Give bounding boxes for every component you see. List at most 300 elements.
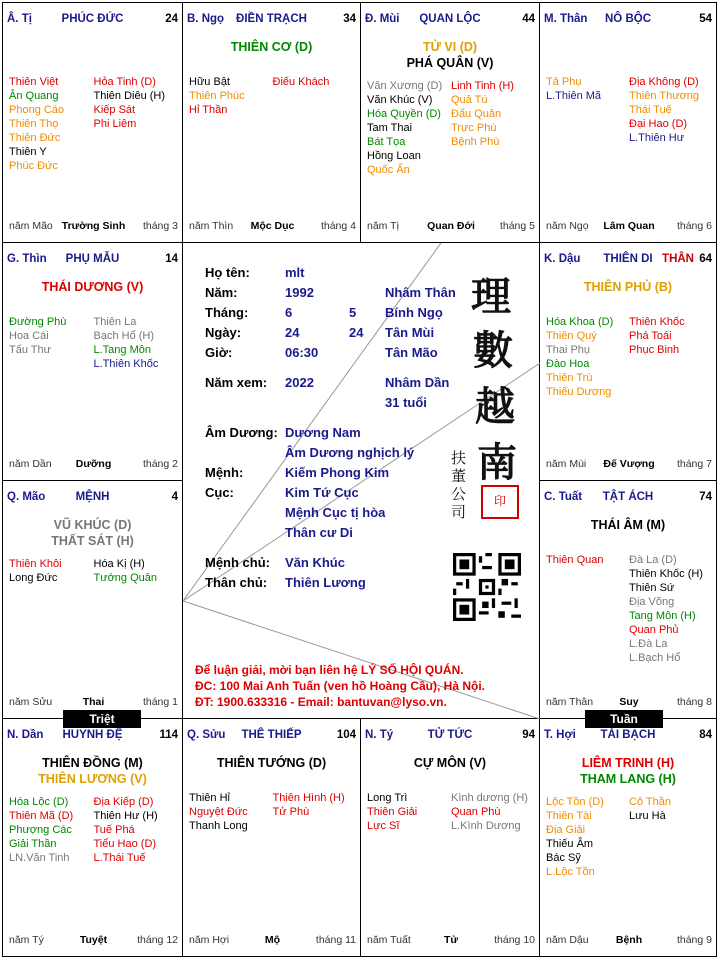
value-day-lunar: Tân Mùi bbox=[385, 325, 435, 340]
main-stars bbox=[361, 755, 539, 771]
minor-star[interactable]: Thiên Hư (H) bbox=[93, 810, 158, 822]
palace-branch: K. Dậu bbox=[544, 253, 581, 265]
minor-star[interactable]: Thiên Tài bbox=[546, 810, 592, 822]
palace-name: THIÊN DI bbox=[603, 253, 653, 265]
main-stars bbox=[540, 517, 716, 533]
label-hour: Giờ: bbox=[205, 345, 233, 360]
footer-year: năm Tuất bbox=[367, 934, 411, 946]
minor-star[interactable]: L.Bạch Hổ bbox=[629, 652, 681, 664]
minor-star[interactable]: Quan Phủ bbox=[629, 624, 679, 636]
minor-star[interactable]: Thiên Thương bbox=[629, 90, 700, 102]
minor-stars-right bbox=[94, 315, 159, 371]
palace-mao[interactable] bbox=[3, 481, 183, 719]
minor-star[interactable]: L.Kình Dương bbox=[451, 820, 521, 832]
minor-star[interactable]: Lưu Hà bbox=[629, 810, 666, 822]
palace-branch: Q. Mão bbox=[7, 491, 46, 503]
minor-star[interactable]: Trực Phù bbox=[451, 122, 497, 134]
value-year-solar: 1992 bbox=[285, 285, 314, 300]
minor-star[interactable]: Hỉ Thần bbox=[189, 104, 228, 116]
palace-thin[interactable] bbox=[3, 243, 183, 481]
palace-header bbox=[7, 491, 178, 507]
minor-star[interactable]: Bát Tọa bbox=[367, 136, 406, 148]
minor-star[interactable]: Hóa Quyền (D) bbox=[367, 108, 441, 120]
palace-footer bbox=[546, 220, 712, 234]
footer-year: năm Thìn bbox=[189, 220, 234, 232]
footer-year: năm Ngọ bbox=[546, 220, 589, 232]
footer-year: năm Tý bbox=[9, 934, 44, 946]
minor-star[interactable]: Địa Võng bbox=[629, 596, 675, 608]
tuvi-chart bbox=[2, 2, 717, 957]
minor-star[interactable]: L.Đà La bbox=[629, 638, 668, 650]
minor-stars-left bbox=[546, 553, 603, 567]
calligraphy-char-1: 理 bbox=[471, 273, 511, 320]
palace-age: 54 bbox=[699, 13, 712, 25]
palace-name: PHỤ MẪU bbox=[65, 253, 120, 265]
footer-month: tháng 9 bbox=[676, 934, 712, 946]
palace-name: MỆNH bbox=[75, 491, 110, 503]
calligraphy-char-2: 數 bbox=[473, 327, 513, 374]
minor-star[interactable]: Lộc Tồn (D) bbox=[546, 796, 604, 808]
minor-star[interactable]: Thiếu Âm bbox=[546, 838, 594, 850]
minor-stars-right bbox=[273, 75, 330, 89]
palace-header bbox=[365, 13, 535, 29]
minor-stars-left bbox=[9, 315, 66, 357]
main-star[interactable]: THIÊN TƯỚNG (D) bbox=[216, 756, 327, 770]
palace-branch: M. Thân bbox=[544, 13, 588, 25]
minor-star[interactable]: Điếu Khách bbox=[272, 76, 330, 88]
palace-age: 84 bbox=[699, 729, 712, 741]
palace-branch: G. Thìn bbox=[7, 253, 47, 265]
footer-year: năm Sửu bbox=[9, 696, 53, 708]
footer-stage: Mộc Dục bbox=[250, 220, 295, 232]
minor-star[interactable]: Tướng Quân bbox=[93, 572, 157, 584]
main-stars bbox=[183, 755, 360, 771]
footer-stage: Tuyệt bbox=[79, 934, 108, 946]
palace-age: 64 bbox=[699, 253, 712, 265]
palace-footer bbox=[189, 220, 356, 234]
footer-month: tháng 6 bbox=[676, 220, 712, 232]
minor-stars-left bbox=[9, 75, 64, 173]
minor-star[interactable]: Văn Xương (D) bbox=[367, 80, 443, 92]
minor-star[interactable]: Địa Kiếp (D) bbox=[93, 796, 154, 808]
palace-name: ĐIỀN TRẠCH bbox=[236, 13, 307, 25]
minor-star[interactable]: L.Thiên Hư bbox=[629, 132, 685, 144]
label-menh: Mệnh: bbox=[205, 465, 244, 480]
palace-hoi[interactable] bbox=[540, 719, 716, 956]
footer-year: năm Hợi bbox=[189, 934, 230, 946]
palace-header bbox=[365, 729, 535, 745]
minor-star[interactable]: Thiếu Dương bbox=[546, 386, 612, 398]
calligraphy-char-3: 越 bbox=[475, 383, 515, 430]
minor-star[interactable]: Tam Thai bbox=[367, 122, 413, 134]
palace-name: QUAN LỘC bbox=[419, 13, 481, 25]
minor-star[interactable]: Kình dương (H) bbox=[451, 792, 528, 804]
minor-star[interactable]: Thiên Trù bbox=[546, 372, 593, 384]
palace-name: TẬT ÁCH bbox=[602, 491, 654, 503]
footer-stage: Lâm Quan bbox=[603, 220, 655, 232]
value-cuc-1: Kim Tứ Cục bbox=[285, 485, 359, 500]
minor-star[interactable]: Hóa Lộc (D) bbox=[9, 796, 69, 808]
footer-stage: Tử bbox=[443, 934, 459, 946]
value-view-year: 2022 bbox=[285, 375, 314, 390]
minor-stars-right bbox=[629, 75, 699, 145]
palace-header bbox=[544, 253, 712, 269]
footer-year: năm Mão bbox=[9, 220, 53, 232]
center-info-panel bbox=[183, 243, 540, 719]
minor-star[interactable]: Bạch Hổ (H) bbox=[93, 330, 155, 342]
main-star[interactable]: THIÊN PHỦ (B) bbox=[583, 280, 673, 294]
palace-age: 14 bbox=[165, 253, 178, 265]
main-star[interactable]: THAM LANG (H) bbox=[580, 772, 676, 786]
minor-star[interactable]: Thiên Khôi bbox=[9, 558, 62, 570]
footer-stage: Bệnh bbox=[615, 934, 643, 946]
minor-star[interactable]: Bệnh Phù bbox=[451, 136, 500, 148]
value-month-lunar-num: 5 bbox=[349, 305, 357, 320]
palace-name: TỬ TỨC bbox=[427, 729, 473, 741]
palace-name: PHÚC ĐỨC bbox=[61, 13, 124, 25]
minor-star[interactable]: Nguyệt Đức bbox=[189, 806, 248, 818]
footer-year: năm Mùi bbox=[546, 458, 587, 470]
footer-month: tháng 1 bbox=[142, 696, 178, 708]
minor-stars-right bbox=[273, 791, 345, 819]
main-star[interactable]: LIÊM TRINH (H) bbox=[581, 756, 675, 770]
footer-stage: Đế Vượng bbox=[603, 458, 655, 470]
palace-footer bbox=[367, 934, 535, 948]
main-star[interactable]: PHÁ QUÂN (V) bbox=[406, 56, 494, 70]
main-star[interactable]: THẤT SÁT (H) bbox=[51, 534, 134, 548]
main-star[interactable]: THÁI ÂM (M) bbox=[590, 518, 666, 532]
minor-star[interactable]: Địa Giải bbox=[546, 824, 586, 836]
minor-stars-right bbox=[94, 75, 166, 131]
minor-star[interactable]: Thiên Diêu (H) bbox=[93, 90, 166, 102]
palace-age: 44 bbox=[522, 13, 535, 25]
palace-ty[interactable] bbox=[361, 719, 540, 956]
palace-header bbox=[187, 13, 356, 29]
footer-stage: Suy bbox=[619, 696, 639, 708]
palace-header bbox=[7, 253, 178, 269]
minor-star[interactable]: Hoa Cái bbox=[9, 330, 49, 342]
main-star[interactable]: THIÊN CƠ (D) bbox=[230, 40, 313, 54]
main-star[interactable]: THIÊN LƯƠNG (V) bbox=[38, 772, 147, 786]
palace-mui[interactable] bbox=[361, 3, 540, 243]
contact-line-1: Để luận giải, mời bạn liên hệ LÝ SỐ HỘI QUÁN. bbox=[195, 663, 464, 677]
footer-month: tháng 2 bbox=[142, 458, 178, 470]
label-day: Ngày: bbox=[205, 325, 242, 340]
palace-footer bbox=[546, 696, 712, 710]
minor-star[interactable]: Ân Quang bbox=[9, 90, 59, 102]
minor-star[interactable]: Thiên Hình (H) bbox=[272, 792, 345, 804]
minor-star[interactable]: Văn Khúc (V) bbox=[367, 94, 433, 106]
value-view-lunar: Nhâm Dần bbox=[385, 375, 450, 390]
footer-stage: Dưỡng bbox=[75, 458, 112, 470]
minor-stars-left bbox=[546, 75, 601, 103]
minor-star[interactable]: Thiên Thọ bbox=[9, 118, 59, 130]
value-menh-chu: Văn Khúc bbox=[285, 555, 345, 570]
minor-stars-right bbox=[94, 795, 158, 865]
minor-star[interactable]: Phúc Đức bbox=[9, 160, 58, 172]
minor-star[interactable]: Hồng Loan bbox=[367, 150, 421, 162]
palace-branch: T. Hợi bbox=[544, 729, 576, 741]
main-stars bbox=[183, 39, 360, 55]
palace-branch: N. Dần bbox=[7, 729, 44, 741]
value-cuc-2: Mệnh Cục tị hòa bbox=[285, 505, 386, 520]
palace-footer bbox=[189, 934, 356, 948]
value-month-lunar: Bính Ngọ bbox=[385, 305, 443, 320]
label-amduong: Âm Dương: bbox=[205, 425, 278, 440]
minor-stars-left bbox=[367, 791, 417, 833]
minor-star[interactable]: Thiên Đức bbox=[9, 132, 61, 144]
minor-star[interactable]: Cô Thần bbox=[629, 796, 671, 808]
minor-star[interactable]: Thiên Mã (D) bbox=[9, 810, 74, 822]
main-stars bbox=[3, 755, 182, 787]
value-amduong-1: Dương Nam bbox=[285, 425, 361, 440]
minor-star[interactable]: Quan Phù bbox=[451, 806, 501, 818]
qr-code[interactable] bbox=[453, 553, 521, 621]
minor-star[interactable]: Đào Hoa bbox=[546, 358, 590, 370]
label-name: Họ tên: bbox=[205, 265, 250, 280]
label-view-year: Năm xem: bbox=[205, 375, 268, 390]
minor-star[interactable]: Thiên Quý bbox=[546, 330, 597, 342]
value-month-solar: 6 bbox=[285, 305, 293, 320]
minor-star[interactable]: Tấu Thư bbox=[9, 344, 52, 356]
minor-star[interactable]: Giải Thần bbox=[9, 838, 57, 850]
minor-stars-right bbox=[629, 315, 685, 357]
palace-name: THÊ THIẾP bbox=[241, 729, 302, 741]
main-star[interactable]: CỰ MÔN (V) bbox=[413, 756, 487, 770]
footer-year: năm Dần bbox=[9, 458, 52, 470]
minor-star[interactable]: L.Thiên Mã bbox=[546, 90, 602, 102]
value-amduong-2: Âm Dương nghịch lý bbox=[285, 445, 415, 460]
minor-star[interactable]: Phục Binh bbox=[629, 344, 680, 356]
palace-branch: Đ. Mùi bbox=[365, 13, 400, 25]
minor-stars-right bbox=[451, 79, 514, 149]
palace-suu[interactable] bbox=[183, 719, 361, 956]
footer-year: năm Dậu bbox=[546, 934, 589, 946]
palace-footer bbox=[9, 696, 178, 710]
minor-star[interactable]: Thái Tuế bbox=[629, 104, 672, 116]
label-menh-chu: Mệnh chủ: bbox=[205, 555, 270, 570]
palace-footer bbox=[546, 934, 712, 948]
minor-star[interactable]: Long Trì bbox=[367, 792, 408, 804]
minor-star[interactable]: Tử Phù bbox=[272, 806, 310, 818]
palace-branch: Q. Sửu bbox=[187, 729, 226, 741]
minor-stars-left bbox=[189, 75, 245, 117]
minor-star[interactable]: Lực Sĩ bbox=[367, 820, 400, 832]
small-calligraphy-2: 董 bbox=[451, 467, 467, 485]
main-star[interactable]: THÁI DƯƠNG (V) bbox=[41, 280, 144, 294]
palace-than[interactable] bbox=[540, 3, 716, 243]
palace-header bbox=[187, 729, 356, 745]
minor-star[interactable]: Đại Hao (D) bbox=[629, 118, 688, 130]
main-stars bbox=[361, 39, 539, 71]
minor-star[interactable]: Thiên Việt bbox=[9, 76, 59, 88]
minor-stars-right bbox=[94, 557, 158, 585]
value-day-solar: 24 bbox=[285, 325, 300, 340]
small-calligraphy-1: 扶 bbox=[451, 449, 467, 467]
label-cuc: Cục: bbox=[205, 485, 234, 500]
minor-stars-right bbox=[451, 791, 528, 833]
minor-star[interactable]: Hóa Kị (H) bbox=[93, 558, 145, 570]
palace-footer bbox=[9, 934, 178, 948]
calligraphy-char-4: 南 bbox=[477, 439, 517, 486]
minor-stars-left bbox=[9, 795, 73, 865]
footer-year: năm Tị bbox=[367, 220, 399, 232]
value-day-lunar-num: 24 bbox=[349, 325, 364, 340]
palace-header bbox=[544, 491, 712, 507]
minor-stars-right bbox=[629, 553, 703, 665]
palace-header bbox=[544, 729, 712, 745]
palace-age: 34 bbox=[343, 13, 356, 25]
value-name: mlt bbox=[285, 265, 305, 280]
minor-star[interactable]: Thiên Phúc bbox=[189, 90, 245, 102]
minor-star[interactable]: Bác Sỹ bbox=[546, 852, 581, 864]
seal-text: 印 bbox=[493, 494, 506, 508]
minor-star[interactable]: Phi Liêm bbox=[93, 118, 137, 130]
footer-year: năm Thân bbox=[546, 696, 594, 708]
tuan-badge: Tuần bbox=[585, 710, 663, 728]
value-age: 31 tuổi bbox=[385, 395, 427, 410]
minor-stars-left bbox=[367, 79, 442, 177]
footer-month: tháng 10 bbox=[494, 934, 535, 946]
palace-age: 4 bbox=[171, 491, 178, 503]
main-stars bbox=[3, 279, 182, 295]
minor-star[interactable]: Địa Không (D) bbox=[629, 76, 699, 88]
minor-star[interactable]: Thanh Long bbox=[189, 820, 248, 832]
minor-star[interactable]: Thiên Khốc (H) bbox=[629, 568, 703, 580]
contact-line-2: ĐC: 100 Mai Anh Tuấn (ven hồ Hoàng Cầu), Hà Nội. bbox=[195, 679, 486, 693]
footer-month: tháng 5 bbox=[499, 220, 535, 232]
main-star[interactable]: VŨ KHÚC (D) bbox=[53, 518, 132, 532]
main-stars bbox=[3, 517, 182, 549]
footer-stage: Thai bbox=[82, 696, 105, 708]
footer-month: tháng 7 bbox=[676, 458, 712, 470]
minor-star[interactable]: Thai Phụ bbox=[546, 344, 591, 356]
footer-stage: Trường Sinh bbox=[61, 220, 126, 232]
minor-star[interactable]: Thiên La bbox=[93, 316, 137, 328]
minor-star[interactable]: Đẩu Quân bbox=[451, 108, 502, 120]
palace-age: 94 bbox=[522, 729, 535, 741]
main-star[interactable]: TỬ VI (D) bbox=[422, 40, 478, 54]
minor-stars-right bbox=[629, 795, 671, 823]
minor-star[interactable]: Linh Tinh (H) bbox=[451, 80, 514, 92]
palace-header bbox=[7, 13, 178, 29]
palace-header bbox=[544, 13, 712, 29]
minor-star[interactable]: Phượng Các bbox=[9, 824, 72, 836]
footer-stage: Quan Đới bbox=[427, 220, 475, 232]
footer-month: tháng 12 bbox=[137, 934, 178, 946]
minor-stars-left bbox=[9, 557, 62, 585]
minor-star[interactable]: Thiên Hỉ bbox=[189, 792, 230, 804]
main-stars bbox=[540, 755, 716, 787]
value-cuc-3: Thân cư Di bbox=[285, 525, 353, 540]
minor-stars-left bbox=[546, 315, 613, 399]
palace-dau[interactable] bbox=[540, 243, 716, 481]
minor-star[interactable]: L.Tang Môn bbox=[93, 344, 151, 356]
minor-star[interactable]: L.Thiên Khốc bbox=[93, 358, 159, 370]
minor-star[interactable]: Thiên Sứ bbox=[629, 582, 675, 594]
minor-star[interactable]: L.Lộc Tồn bbox=[546, 866, 595, 878]
palace-age: 74 bbox=[699, 491, 712, 503]
minor-star[interactable]: Long Đức bbox=[9, 572, 58, 584]
palace-dan[interactable] bbox=[3, 719, 183, 956]
value-menh: Kiếm Phong Kim bbox=[285, 465, 390, 480]
minor-star[interactable]: Đường Phù bbox=[9, 316, 67, 328]
palace-branch: B. Ngọ bbox=[187, 13, 225, 25]
palace-branch: C. Tuất bbox=[544, 491, 583, 503]
minor-star[interactable]: Hữu Bật bbox=[189, 76, 230, 88]
palace-footer bbox=[546, 458, 712, 472]
footer-month: tháng 4 bbox=[320, 220, 356, 232]
label-than-chu: Thân chủ: bbox=[205, 575, 268, 590]
minor-star[interactable]: Hỏa Tinh (D) bbox=[93, 76, 156, 88]
footer-stage: Mộ bbox=[264, 934, 281, 946]
minor-star[interactable]: Thiên Quan bbox=[546, 554, 604, 566]
footer-month: tháng 11 bbox=[315, 934, 356, 946]
palace-age: 114 bbox=[159, 729, 178, 741]
minor-star[interactable]: Thiên Giải bbox=[367, 806, 418, 818]
palace-name: TÀI BẠCH bbox=[600, 729, 656, 741]
palace-name: HUYNH ĐỆ bbox=[62, 729, 123, 741]
minor-star[interactable]: Thiên Khốc bbox=[629, 316, 685, 328]
palace-footer bbox=[9, 220, 178, 234]
minor-star[interactable]: Kiếp Sát bbox=[93, 104, 136, 116]
palace-footer bbox=[367, 220, 535, 234]
minor-star[interactable]: L.Thái Tuế bbox=[93, 852, 146, 864]
contact-line-3[interactable]: ĐT: 1900.633316 - Email: bantuvan@lyso.vn. bbox=[195, 695, 447, 709]
minor-star[interactable]: Quả Tú bbox=[451, 94, 488, 106]
minor-star[interactable]: Đà La (D) bbox=[629, 554, 677, 566]
minor-star[interactable]: Thiên Y bbox=[9, 146, 47, 158]
palace-age: 24 bbox=[165, 13, 178, 25]
small-calligraphy-4: 司 bbox=[451, 503, 467, 521]
palace-footer bbox=[9, 458, 178, 472]
red-seal-stamp bbox=[481, 485, 519, 519]
palace-name: NÔ BỘC bbox=[605, 13, 651, 25]
small-calligraphy-3: 公 bbox=[451, 485, 467, 503]
minor-star[interactable]: Hóa Khoa (D) bbox=[546, 316, 614, 328]
palace-ti[interactable] bbox=[3, 3, 183, 243]
minor-star[interactable]: Tuế Phá bbox=[93, 824, 135, 836]
minor-stars-left bbox=[189, 791, 248, 833]
minor-stars-left bbox=[546, 795, 604, 879]
palace-branch: Â. Tị bbox=[7, 13, 32, 25]
value-hour-lunar: Tân Mão bbox=[385, 345, 438, 360]
minor-star[interactable]: Tả Phụ bbox=[546, 76, 582, 88]
main-stars bbox=[540, 279, 716, 295]
minor-star[interactable]: Tiểu Hao (D) bbox=[93, 838, 157, 850]
value-year-lunar: Nhâm Thân bbox=[385, 285, 456, 300]
than-mark: THÂN bbox=[662, 253, 694, 265]
palace-tuat[interactable] bbox=[540, 481, 716, 719]
footer-month: tháng 3 bbox=[142, 220, 178, 232]
minor-star[interactable]: Tang Môn (H) bbox=[629, 610, 696, 622]
palace-age: 104 bbox=[336, 729, 356, 741]
minor-star[interactable]: Phá Toái bbox=[629, 330, 672, 342]
label-year: Năm: bbox=[205, 285, 238, 300]
minor-star[interactable]: LN.Văn Tinh bbox=[9, 852, 70, 864]
minor-star[interactable]: Phong Cáo bbox=[9, 104, 65, 116]
minor-star[interactable]: Quốc Ấn bbox=[367, 164, 410, 176]
main-star[interactable]: THIÊN ĐỒNG (M) bbox=[42, 756, 143, 770]
footer-month: tháng 8 bbox=[676, 696, 712, 708]
palace-ngo[interactable] bbox=[183, 3, 361, 243]
value-hour: 06:30 bbox=[285, 345, 319, 360]
palace-branch: N. Tý bbox=[365, 729, 394, 741]
triet-badge: Triệt bbox=[63, 710, 141, 728]
palace-header bbox=[7, 729, 178, 745]
label-month: Tháng: bbox=[205, 305, 249, 320]
value-than-chu: Thiên Lương bbox=[285, 575, 366, 590]
